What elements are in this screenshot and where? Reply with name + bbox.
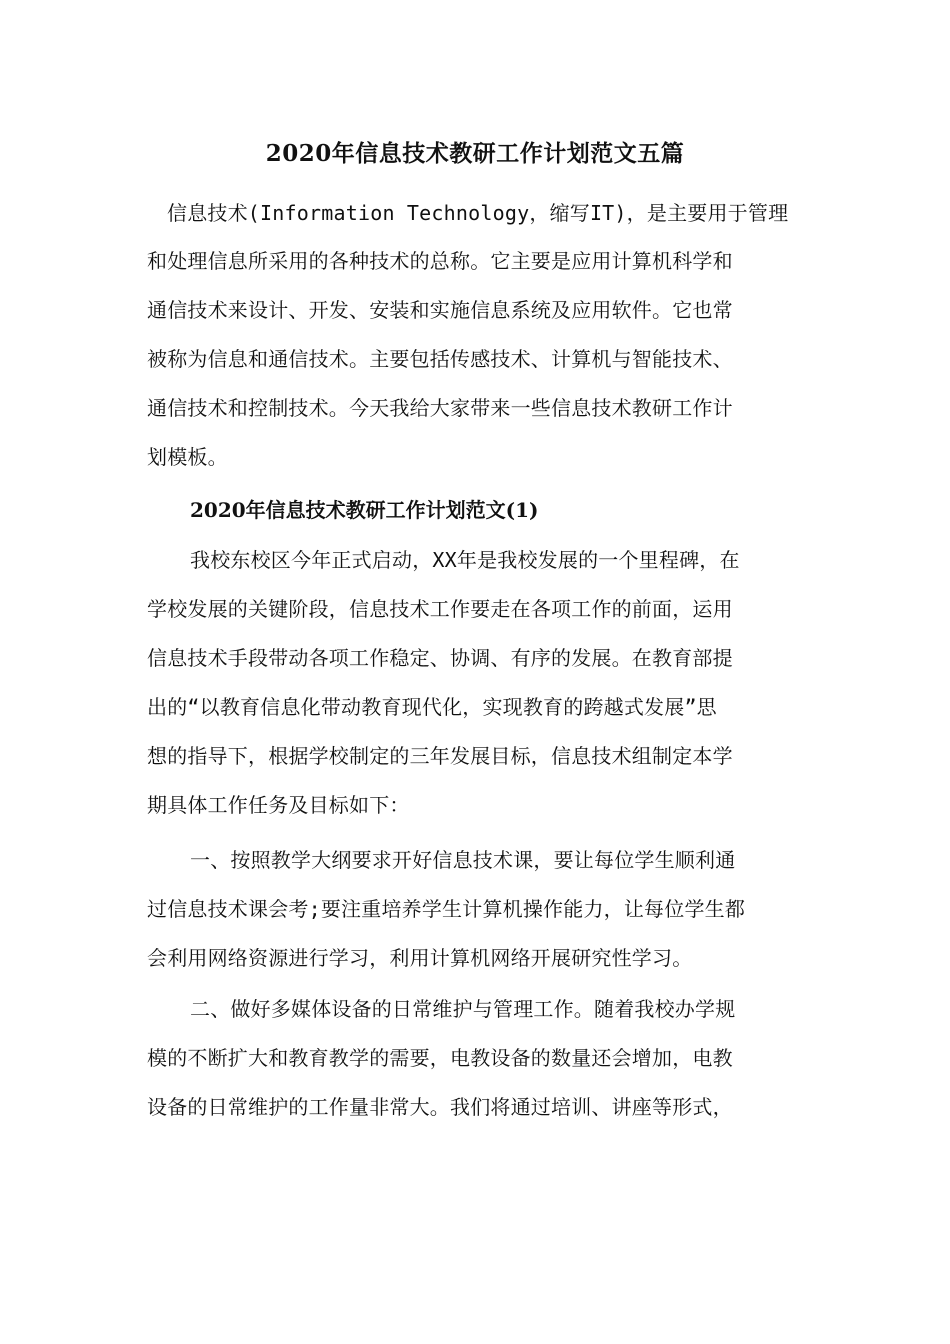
paragraph-line: 设备的日常维护的工作量非常大。我们将通过培训、讲座等形式， — [147, 1095, 733, 1119]
paragraph-line: 我校东校区今年正式启动，XX年是我校发展的一个里程碑，在 — [190, 548, 740, 572]
paragraph-line: 想的指导下，根据学校制定的三年发展目标，信息技术组制定本学 — [147, 744, 733, 768]
paragraph-line: 模的不断扩大和教育教学的需要，电教设备的数量还会增加，电教 — [147, 1046, 733, 1070]
intro-line-2: 和处理信息所采用的各种技术的总称。它主要是应用计算机科学和 — [147, 249, 733, 273]
intro-line-1: 信息技术(Information Technology，缩写IT)，是主要用于管理 — [167, 201, 789, 225]
paragraph-line: 一、按照教学大纲要求开好信息技术课，要让每位学生顺利通 — [190, 848, 736, 872]
intro-line-6: 划模板。 — [147, 445, 228, 469]
paragraph-line: 出的“以教育信息化带动教育现代化，实现教育的跨越式发展”思 — [147, 695, 717, 719]
intro-line-3: 通信技术来设计、开发、安装和实施信息系统及应用软件。它也常 — [147, 298, 733, 322]
paragraph-line: 期具体工作任务及目标如下： — [147, 793, 410, 817]
paragraph-line: 学校发展的关键阶段，信息技术工作要走在各项工作的前面，运用 — [147, 597, 733, 621]
paragraph-line: 会利用网络资源进行学习，利用计算机网络开展研究性学习。 — [147, 946, 693, 970]
document-title: 2020年信息技术教研工作计划范文五篇 — [265, 140, 685, 167]
intro-line-5: 通信技术和控制技术。今天我给大家带来一些信息技术教研工作计 — [147, 396, 733, 420]
paragraph-line: 过信息技术课会考;要注重培养学生计算机操作能力，让每位学生都 — [147, 897, 746, 921]
intro-line-4: 被称为信息和通信技术。主要包括传感技术、计算机与智能技术、 — [147, 347, 733, 371]
section-heading: 2020年信息技术教研工作计划范文(1) — [190, 498, 539, 522]
paragraph-line: 二、做好多媒体设备的日常维护与管理工作。随着我校办学规 — [190, 997, 736, 1021]
paragraph-line: 信息技术手段带动各项工作稳定、协调、有序的发展。在教育部提 — [147, 646, 733, 670]
